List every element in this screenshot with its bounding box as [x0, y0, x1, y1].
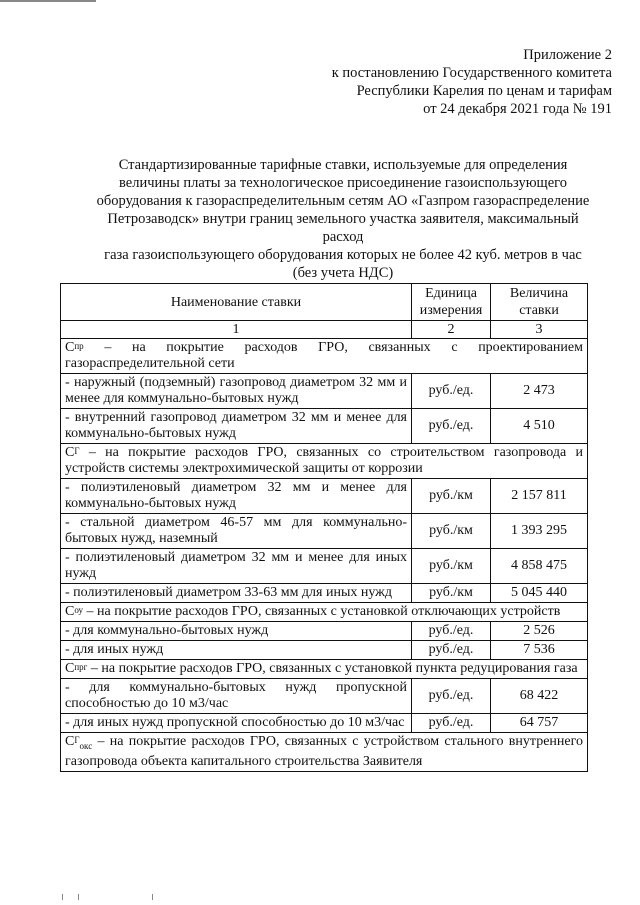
rate-group-row — [61, 733, 588, 772]
rate-unit: руб./ед. — [412, 409, 491, 444]
rate-unit: руб./ед. — [412, 714, 491, 733]
rate-group-row — [61, 339, 588, 374]
rate-value: 5 045 440 — [491, 584, 588, 603]
rate-group-title — [61, 444, 588, 479]
title-line: газа газоиспользующего оборудования которых не более 42 куб. метров в час — [104, 247, 582, 263]
appendix-header — [252, 46, 612, 118]
table-row — [61, 679, 588, 714]
rate-symbol: С — [65, 661, 75, 676]
scan-edge-mark — [152, 894, 153, 900]
rate-value: 68 422 — [491, 679, 588, 714]
title-line: оборудования к газораспределительным сетям АО «Газпром газораспределение — [96, 193, 590, 209]
column-number-row — [61, 321, 588, 339]
rate-value: 4 858 475 — [491, 549, 588, 584]
title-line: Стандартизированные тарифные ставки, используемые для определения — [118, 157, 568, 173]
rate-symbol: С — [65, 604, 75, 619]
rate-name: - полиэтиленовый диаметром 32 мм и менее для иных нужд — [61, 549, 412, 584]
rate-symbol: С — [65, 340, 75, 355]
table-row — [61, 622, 588, 641]
rate-value: 2 473 — [491, 374, 588, 409]
rate-name: - наружный (подземный) газопровод диаметром 32 мм и менее для коммунально-бытовых нужд — [61, 374, 412, 409]
table-header-row — [61, 284, 588, 321]
rate-group-text: – на покрытие расходов ГРО, связанных со строительством газопровода и устройств системы электрохимической защиты от коррозии — [65, 445, 583, 476]
rate-name: - для иных нужд пропускной способностью до 10 м3/час — [61, 714, 412, 733]
appendix-committee-line: Республики Карелия по ценам и тарифам — [356, 83, 612, 99]
header-unit-line2: измерения — [419, 303, 483, 318]
rate-group-row — [61, 603, 588, 622]
rate-group-text: – на покрытие расходов ГРО, связанных с проектированием газораспределительной сети — [65, 340, 583, 371]
header-value-line2: ставки — [519, 303, 559, 318]
rate-symbol-superscript: оу — [74, 605, 84, 615]
rate-unit: руб./км — [412, 584, 491, 603]
title-line: величины платы за технологическое присоединение газоиспользующего — [119, 175, 567, 191]
rate-group-text: – на покрытие расходов ГРО, связанных с установкой пункта редуцирования газа — [87, 661, 578, 676]
table-row — [61, 584, 588, 603]
table-row — [61, 514, 588, 549]
rate-unit: руб./км — [412, 549, 491, 584]
rate-symbol-superscript: прг — [74, 662, 88, 672]
rate-value: 7 536 — [491, 641, 588, 660]
rate-group-text: – на покрытие расходов ГРО, связанных с устройством стального внутреннего газопровода объекта капитального строительства Заявителя — [65, 734, 583, 769]
rate-value: 1 393 295 — [491, 514, 588, 549]
rate-name: - для коммунально-бытовых нужд — [61, 622, 412, 641]
rate-name: - полиэтиленовый диаметром 32 мм и менее для коммунально-бытовых нужд — [61, 479, 412, 514]
rate-value: 2 526 — [491, 622, 588, 641]
rate-symbol: С — [65, 734, 75, 749]
rate-symbol-superscript: пр — [74, 341, 84, 351]
document-title — [88, 156, 598, 282]
rate-value: 2 157 811 — [491, 479, 588, 514]
header-unit-line1: Единица — [425, 286, 477, 301]
table-row — [61, 409, 588, 444]
rate-unit: руб./ед. — [412, 622, 491, 641]
rate-name: - внутренний газопровод диаметром 32 мм и менее для коммунально-бытовых нужд — [61, 409, 412, 444]
column-number: 2 — [412, 321, 491, 339]
column-number: 1 — [61, 321, 412, 339]
appendix-title: Приложение 2 — [523, 47, 612, 63]
title-line: Петрозаводск» внутри границ земельного участка заявителя, максимальный расход — [107, 211, 579, 245]
scan-edge-mark — [62, 894, 63, 900]
table-row — [61, 374, 588, 409]
appendix-resolution-line: к постановлению Государственного комитета — [331, 65, 612, 81]
rate-symbol: С — [65, 445, 75, 460]
column-number: 3 — [491, 321, 588, 339]
scan-edge-mark — [0, 0, 96, 2]
rate-unit: руб./км — [412, 479, 491, 514]
rate-group-row — [61, 444, 588, 479]
rate-symbol-subscript: окс — [79, 740, 93, 751]
rate-value: 64 757 — [491, 714, 588, 733]
rate-group-row — [61, 660, 588, 679]
rate-unit: руб./ед. — [412, 374, 491, 409]
rate-name: - стальной диаметром 46-57 мм для коммунально-бытовых нужд, наземный — [61, 514, 412, 549]
table-row — [61, 479, 588, 514]
rate-name: - для иных нужд — [61, 641, 412, 660]
rate-unit: руб./км — [412, 514, 491, 549]
rate-symbol-superscript: Г — [74, 735, 80, 745]
title-line: (без учета НДС) — [292, 265, 394, 281]
rate-group-title — [61, 603, 588, 622]
header-name: Наименование ставки — [61, 284, 412, 321]
appendix-date-line: от 24 декабря 2021 года № 191 — [423, 101, 612, 117]
rate-name: - полиэтиленовый диаметром 33-63 мм для иных нужд — [61, 584, 412, 603]
header-value — [491, 284, 588, 321]
table-row — [61, 549, 588, 584]
rate-value: 4 510 — [491, 409, 588, 444]
rate-group-title — [61, 733, 588, 772]
rate-symbol-superscript: Г — [74, 446, 80, 456]
header-value-line1: Величина — [509, 286, 569, 301]
table-row — [61, 641, 588, 660]
rate-unit: руб./ед. — [412, 679, 491, 714]
rate-unit: руб./ед. — [412, 641, 491, 660]
header-unit — [412, 284, 491, 321]
rate-group-text: – на покрытие расходов ГРО, связанных с установкой отключающих устройств — [83, 604, 561, 619]
rate-name: - для коммунально-бытовых нужд пропускной способностью до 10 м3/час — [61, 679, 412, 714]
table-row — [61, 714, 588, 733]
rates-table — [60, 283, 588, 772]
scan-edge-mark — [78, 894, 79, 900]
rate-group-title — [61, 339, 588, 374]
rate-group-title — [61, 660, 588, 679]
